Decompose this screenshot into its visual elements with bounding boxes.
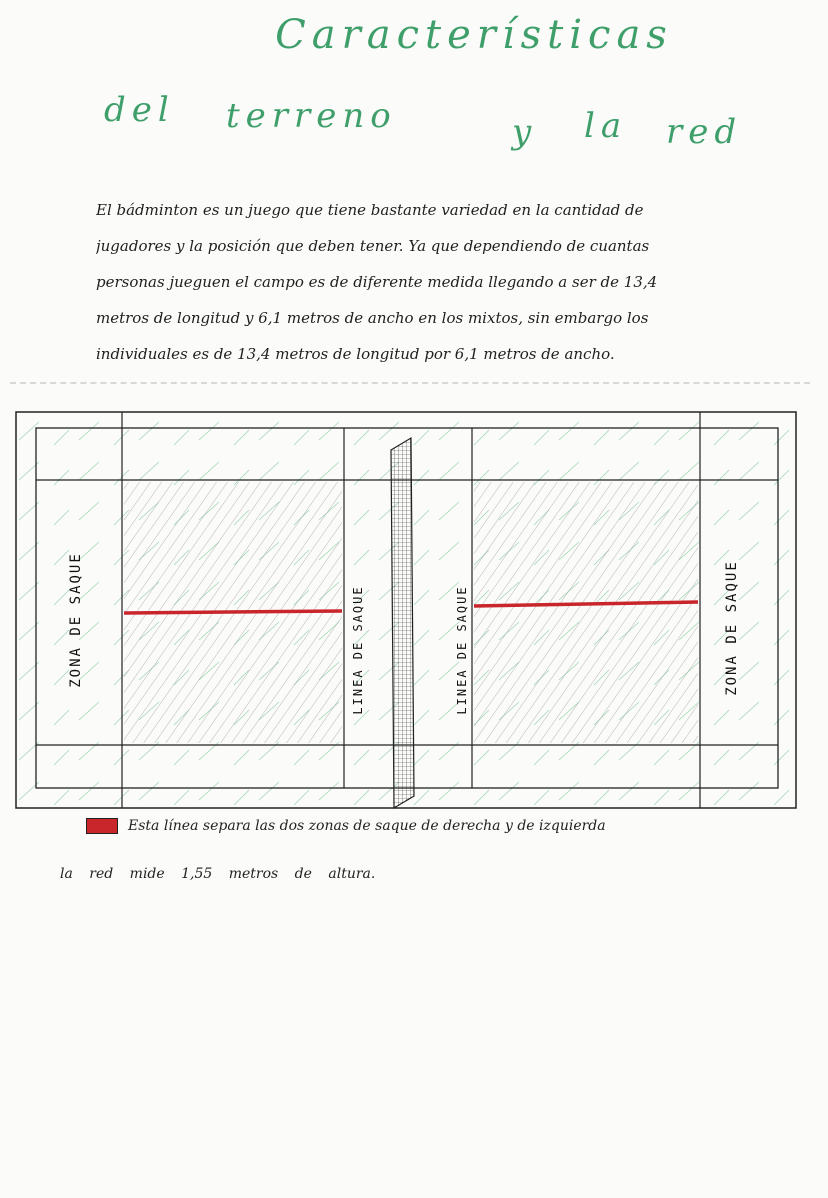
title-word-red: red bbox=[666, 112, 743, 152]
red-center-line-left bbox=[124, 611, 342, 613]
left-zone-label: ZONA DE SAQUE bbox=[68, 552, 84, 688]
title-word-del: del bbox=[104, 90, 175, 130]
title-line-1: Características bbox=[275, 12, 673, 58]
paragraph-line: El bádminton es un juego que tiene bastante variedad en la cantidad de bbox=[96, 201, 644, 219]
paragraph-line: individuales es de 13,4 metros de longitud por 6,1 metros de ancho. bbox=[96, 345, 615, 363]
title-word-la: la bbox=[584, 106, 628, 146]
title-word-y: y bbox=[512, 112, 538, 152]
paragraph-line: personas jueguen el campo es de diferente medida llegando a ser de 13,4 bbox=[96, 273, 658, 291]
paragraph-line: jugadores y la posición que deben tener. Ya que dependiendo de cuantas bbox=[96, 237, 650, 255]
paragraph-line: metros de longitud y 6,1 metros de ancho en los mixtos, sin embargo los bbox=[96, 309, 649, 327]
title-word-terreno: terreno bbox=[226, 96, 397, 136]
divider bbox=[10, 382, 810, 384]
net bbox=[391, 438, 414, 808]
description-paragraph bbox=[96, 192, 786, 372]
right-zone-label: ZONA DE SAQUE bbox=[724, 560, 740, 696]
left-line-label: LINEA DE SAQUE bbox=[351, 585, 365, 715]
right-hatched-area bbox=[474, 482, 698, 743]
court-diagram bbox=[14, 410, 804, 810]
legend bbox=[86, 818, 786, 834]
net-height-note: la red mide 1,55 metros de altura. bbox=[60, 866, 376, 882]
legend-text: Esta línea separa las dos zonas de saque de derecha y de izquierda bbox=[128, 818, 606, 834]
right-line-label: LINEA DE SAQUE bbox=[455, 585, 469, 715]
legend-red-swatch bbox=[86, 818, 118, 834]
